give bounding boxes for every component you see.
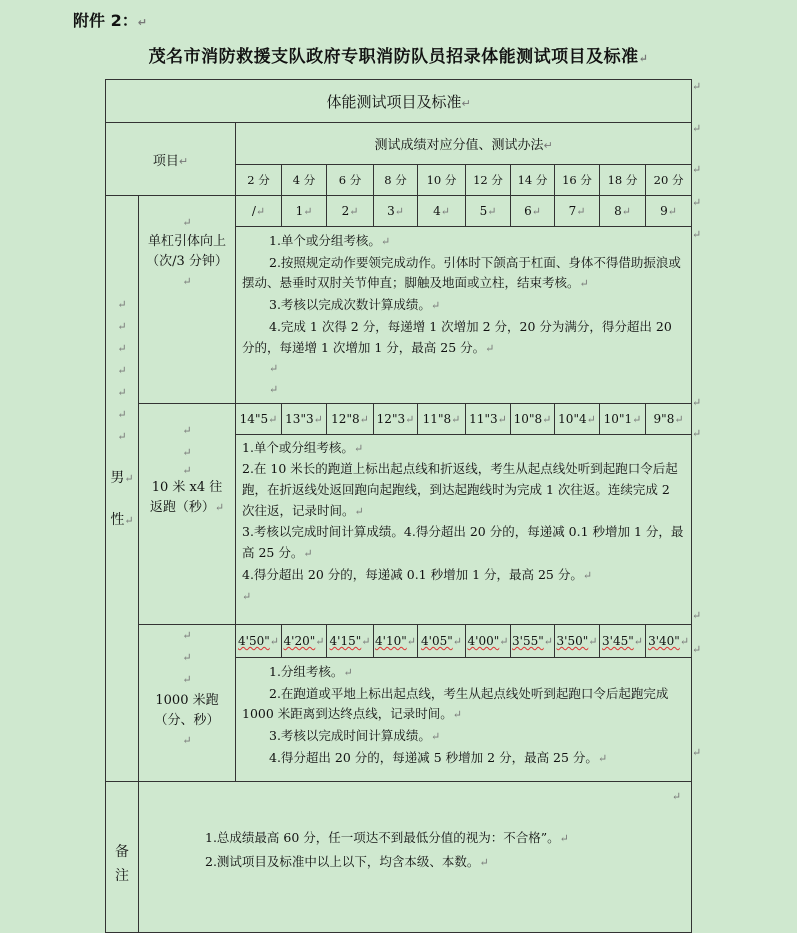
value-cell: /↵ — [236, 196, 282, 227]
value-cell: 2↵ — [327, 196, 374, 227]
value-cell: 3'40"↵ — [646, 624, 692, 657]
method-line: 4.得分超出 20 分的，每递减 5 秒增加 2 分，最高 25 分。↵ — [269, 749, 608, 765]
method-line: 4.得分超出 20 分的，每递减 0.1 秒增加 1 分，最高 25 分。↵ — [242, 566, 593, 582]
gender-male-cell: ↵ ↵ ↵ ↵ ↵ ↵ ↵ 男↵ 性↵ — [106, 196, 139, 782]
method-line: 1.单个或分组考核。↵ — [242, 439, 364, 455]
value-cell: 3'55"↵ — [511, 624, 555, 657]
gender-label-1: 男↵ — [110, 470, 134, 487]
value-cell: 12"8↵ — [327, 403, 374, 434]
method-line: 3.考核以完成次数计算成绩。↵ — [269, 297, 441, 313]
method-shuttle: 1.单个或分组考核。↵ 2.在 10 米长的跑道上标出起点线和折返线，考生从起点线处听到起跑口令后起跑，在折返线处返回跑向起跑线，到达起跑线时为完成 1 次往返。连续完成 2 次往返，记录时间。↵ 3.考核以完成时间计算成绩。4.得分超出 20 分的，每递减 0.1 秒增加 1 分，最高 25 分。↵ 4.得分超出 20 分的，每递减 0.1 秒增加 1 分，最高 25 分。↵ ↵ — [236, 434, 692, 624]
score-cell: 20 分 — [646, 165, 692, 196]
score-cell: 4 分 — [282, 165, 327, 196]
remarks-label — [106, 781, 139, 932]
method-1000m — [236, 658, 692, 782]
score-cell: 10 分 — [418, 165, 466, 196]
table-header: 体能测试项目及标准↵ — [106, 80, 692, 123]
value-cell: 3↵ — [374, 196, 418, 227]
method-line: 3.考核以完成时间计算成绩。↵ — [269, 728, 441, 744]
remarks-label-char: 注 — [115, 867, 129, 884]
method-line: 2.在 10 米长的跑道上标出起点线和折返线，考生从起点线处听到起跑口令后起跑，在折返线处返回跑向起跑线，到达起跑线时为完成 1 次往返。连续完成 2 次往返，记录时间。↵ — [242, 461, 678, 518]
score-cell: 18 分 — [600, 165, 646, 196]
method-line: 4.完成 1 次得 2 分，每递增 1 次增加 2 分，20 分为满分，得分超出 20 分的，每递增 1 次增加 1 分，最高 25 分。↵ — [242, 318, 672, 355]
value-cell: 6↵ — [511, 196, 555, 227]
remarks-cell: ↵ 1.总成绩最高 60 分，任一项达不到最低分值的视为：不合格”。↵ 2.测试项目及标准中以上以下，均含本级、本数。↵ — [139, 781, 692, 932]
remark-line: 1.总成绩最高 60 分，任一项达不到最低分值的视为：不合格”。↵ — [205, 829, 569, 845]
value-cell: 14"5↵ — [236, 403, 282, 434]
method-pullup: 1.单个或分组考核。↵ 2.按照规定动作要领完成动作。引体时下颌高于杠面、身体不得借助振浪或摆动、悬垂时双肘关节伸直；脚触及地面或立柱，结束考核。↵ 3.考核以完成次数计算成绩。↵ 4.完成 1 次得 2 分，每递增 1 次增加 2 分，20 分为满分，得分超出 20 分的，每递增 1 次增加 1 分，最高 25 分。↵ ↵ ↵ — [236, 227, 692, 404]
value-cell: 9"8↵ — [646, 403, 692, 434]
value-cell: 3'50"↵ — [555, 624, 600, 657]
method-line: 2.按照规定动作要领完成动作。引体时下颌高于杠面、身体不得借助振浪或摆动、悬垂时双肘关节伸直；脚触及地面或立柱，结束考核。↵ — [242, 254, 681, 291]
remark-line: 2.测试项目及标准中以上以下，均含本级、本数。↵ — [205, 853, 489, 869]
value-cell: 4'20"↵ — [282, 624, 327, 657]
score-cell: 16 分 — [555, 165, 600, 196]
value-cell: 13"3↵ — [282, 403, 327, 434]
score-cell: 6 分 — [327, 165, 374, 196]
score-cell: 12 分 — [466, 165, 511, 196]
method-line: 3.考核以完成时间计算成绩。4.得分超出 20 分的，每递减 0.1 秒增加 1 分，最高 25 分。↵ — [242, 524, 684, 561]
method-line: 1.分组考核。↵ — [269, 664, 353, 680]
item-name: 单杠引体向上（次/3 分钟）↵ — [146, 234, 228, 289]
method-line: 1.单个或分组考核。↵ — [269, 233, 391, 248]
score-cell: 8 分 — [374, 165, 418, 196]
value-cell: 12"3↵ — [374, 403, 418, 434]
value-cell: 4'00"↵ — [466, 624, 511, 657]
value-cell: 4↵ — [418, 196, 466, 227]
value-cell: 9↵ — [646, 196, 692, 227]
remarks-label-char: 备 — [115, 843, 129, 860]
value-cell: 11"3↵ — [466, 403, 511, 434]
value-cell: 10"8↵ — [511, 403, 555, 434]
value-cell: 4'15"↵ — [327, 624, 374, 657]
value-cell: 3'45"↵ — [600, 624, 646, 657]
attachment-label: 附件 2：↵ — [73, 11, 147, 30]
value-cell: 4'50"↵ — [236, 624, 282, 657]
value-cell: 5↵ — [466, 196, 511, 227]
item-label: 项目↵ — [106, 123, 236, 196]
value-cell: 4'10"↵ — [374, 624, 418, 657]
value-cell: 4'05"↵ — [418, 624, 466, 657]
value-cell: 8↵ — [600, 196, 646, 227]
scores-header: 测试成绩对应分值、测试办法↵ — [236, 123, 692, 165]
standards-table — [105, 79, 692, 933]
item-shuttle: ↵ ↵ ↵ 10 米 x4 往返跑（秒）↵ — [139, 403, 236, 624]
value-cell: 7↵ — [555, 196, 600, 227]
method-line: 2.在跑道或平地上标出起点线，考生从起点线处听到起跑口令后起跑完成 1000 米距离到达终点线，记录时间。↵ — [242, 685, 669, 722]
score-cell: 14 分 — [511, 165, 555, 196]
value-cell: 11"8↵ — [418, 403, 466, 434]
item-name: 10 米 x4 往返跑（秒）↵ — [149, 479, 225, 515]
paragraph-mark: ↵ — [137, 16, 147, 29]
value-cell: 1↵ — [282, 196, 327, 227]
gender-label-2: 性↵ — [110, 512, 134, 529]
paragraph-mark: ↵ — [638, 52, 649, 65]
item-pullup: ↵ 单杠引体向上（次/3 分钟）↵ — [139, 196, 236, 404]
value-cell: 10"4↵ — [555, 403, 600, 434]
item-1000m: ↵ ↵ ↵ 1000 米跑（分、秒）↵ — [139, 624, 236, 781]
score-cell: 2 分 — [236, 165, 282, 196]
document-title: 茂名市消防救援支队政府专职消防队员招录体能测试项目及标准↵ — [148, 47, 649, 67]
value-cell: 10"1↵ — [600, 403, 646, 434]
item-name: 1000 米跑（分、秒）↵ — [154, 692, 220, 747]
